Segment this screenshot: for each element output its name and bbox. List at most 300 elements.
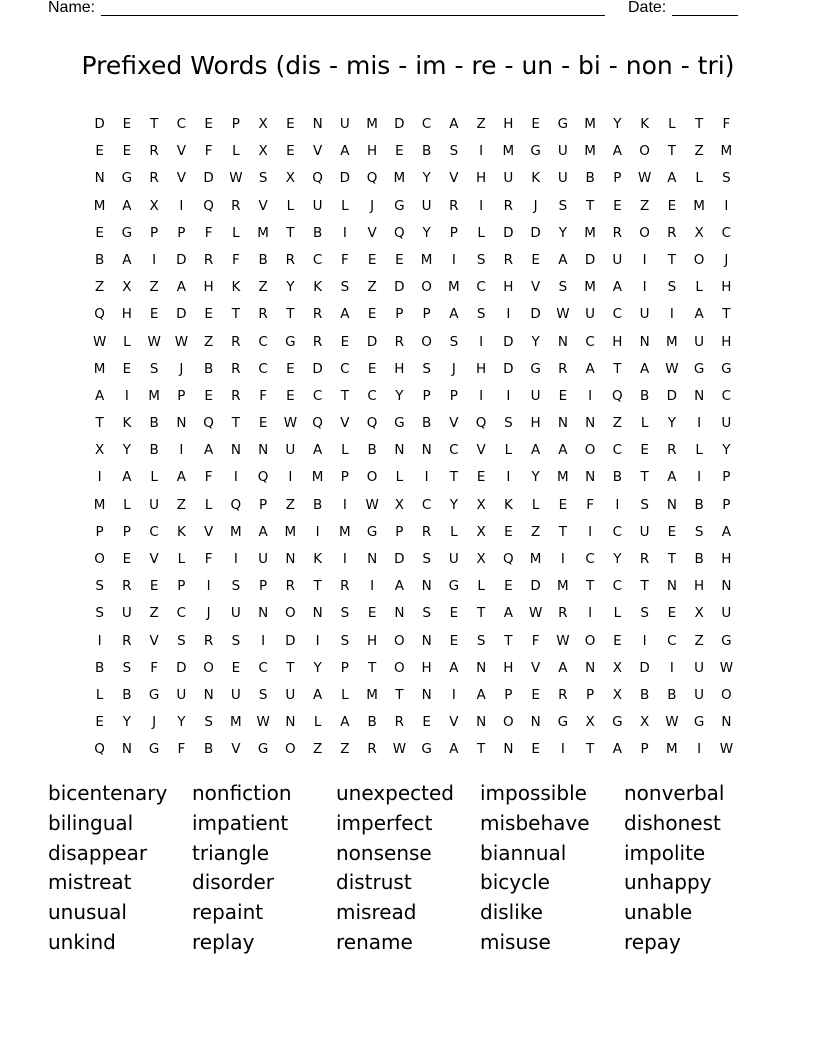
grid-letter[interactable]: H bbox=[721, 333, 732, 350]
grid-letter[interactable]: U bbox=[530, 387, 541, 404]
grid-letter[interactable]: D bbox=[666, 387, 678, 404]
grid-letter[interactable]: L bbox=[531, 496, 540, 513]
grid-letter[interactable]: L bbox=[640, 415, 649, 432]
grid-letter[interactable]: G bbox=[394, 415, 405, 432]
grid-letter[interactable]: Z bbox=[531, 523, 541, 540]
grid-letter[interactable]: A bbox=[558, 659, 568, 676]
grid-letter[interactable]: M bbox=[366, 686, 378, 703]
grid-letter[interactable]: S bbox=[504, 415, 513, 432]
grid-letter[interactable]: U bbox=[149, 496, 160, 513]
grid-letter[interactable]: L bbox=[613, 605, 622, 622]
grid-letter[interactable]: I bbox=[424, 469, 429, 486]
grid-letter[interactable]: S bbox=[204, 714, 213, 731]
grid-letter[interactable]: A bbox=[558, 442, 568, 459]
grid-letter[interactable]: A bbox=[449, 741, 459, 758]
grid-letter[interactable]: N bbox=[312, 116, 323, 132]
grid-letter[interactable]: P bbox=[422, 306, 431, 323]
grid-letter[interactable]: N bbox=[721, 578, 732, 595]
grid-letter[interactable]: Q bbox=[94, 306, 105, 323]
grid-letter[interactable]: O bbox=[285, 741, 296, 758]
grid-letter[interactable]: A bbox=[449, 116, 459, 132]
grid-letter[interactable]: W bbox=[665, 714, 679, 731]
grid-letter[interactable]: R bbox=[639, 551, 650, 567]
grid-letter[interactable]: I bbox=[479, 387, 484, 404]
grid-letter[interactable]: Z bbox=[285, 496, 295, 513]
grid-letter[interactable]: O bbox=[285, 605, 296, 622]
grid-letter[interactable]: R bbox=[394, 333, 405, 350]
grid-letter[interactable]: D bbox=[503, 360, 514, 377]
grid-letter[interactable]: Y bbox=[395, 387, 404, 404]
grid-letter[interactable]: P bbox=[722, 469, 731, 486]
grid-letter[interactable]: T bbox=[477, 741, 486, 758]
grid-letter[interactable]: H bbox=[367, 632, 378, 649]
grid-letter[interactable]: D bbox=[176, 306, 187, 323]
grid-letter[interactable]: C bbox=[176, 605, 187, 622]
grid-letter[interactable]: S bbox=[122, 659, 132, 676]
grid-letter[interactable]: F bbox=[204, 224, 213, 241]
grid-letter[interactable]: W bbox=[637, 170, 652, 187]
grid-letter[interactable]: I bbox=[506, 387, 511, 404]
grid-letter[interactable]: J bbox=[179, 360, 184, 377]
grid-letter[interactable]: X bbox=[258, 143, 268, 160]
grid-letter[interactable]: E bbox=[340, 333, 350, 350]
grid-letter[interactable]: S bbox=[422, 551, 431, 567]
grid-letter[interactable]: R bbox=[503, 197, 514, 214]
grid-letter[interactable]: A bbox=[122, 469, 132, 486]
grid-letter[interactable]: D bbox=[530, 306, 541, 323]
grid-letter[interactable]: G bbox=[557, 116, 569, 132]
grid-letter[interactable]: C bbox=[585, 551, 595, 567]
grid-letter[interactable]: Y bbox=[177, 714, 186, 731]
grid-letter[interactable]: H bbox=[121, 306, 132, 323]
grid-letter[interactable]: E bbox=[286, 360, 295, 377]
grid-letter[interactable]: O bbox=[394, 659, 405, 676]
grid-letter[interactable]: N bbox=[394, 442, 405, 459]
grid-letter[interactable]: O bbox=[94, 551, 105, 567]
grid-letter[interactable]: M bbox=[339, 523, 351, 540]
grid-letter[interactable]: L bbox=[695, 279, 703, 296]
grid-letter[interactable]: U bbox=[639, 523, 650, 540]
grid-letter[interactable]: V bbox=[449, 714, 459, 731]
grid-letter[interactable]: R bbox=[367, 741, 377, 758]
grid-letter[interactable]: S bbox=[722, 170, 731, 187]
grid-letter[interactable]: C bbox=[367, 387, 377, 404]
grid-letter[interactable]: M bbox=[93, 360, 106, 377]
grid-letter[interactable]: H bbox=[694, 578, 705, 595]
grid-letter[interactable]: L bbox=[341, 197, 349, 214]
grid-letter[interactable]: W bbox=[147, 333, 161, 350]
grid-letter[interactable]: Q bbox=[257, 469, 269, 486]
grid-letter[interactable]: A bbox=[667, 170, 677, 187]
grid-letter[interactable]: I bbox=[206, 578, 211, 595]
grid-letter[interactable]: C bbox=[585, 333, 595, 350]
grid-letter[interactable]: C bbox=[721, 387, 732, 404]
grid-letter[interactable]: N bbox=[585, 415, 596, 432]
grid-letter[interactable]: E bbox=[531, 741, 540, 758]
grid-letter[interactable]: I bbox=[506, 469, 511, 486]
grid-letter[interactable]: F bbox=[531, 632, 540, 649]
grid-letter[interactable]: G bbox=[148, 741, 160, 758]
grid-letter[interactable]: E bbox=[95, 714, 104, 731]
grid-letter[interactable]: E bbox=[367, 306, 377, 323]
grid-letter[interactable]: I bbox=[506, 306, 511, 323]
grid-letter[interactable]: L bbox=[695, 170, 703, 187]
grid-letter[interactable]: A bbox=[340, 714, 350, 731]
grid-letter[interactable]: Y bbox=[122, 714, 131, 731]
grid-letter[interactable]: E bbox=[367, 605, 377, 622]
grid-letter[interactable]: S bbox=[640, 605, 649, 622]
grid-letter[interactable]: L bbox=[395, 469, 404, 486]
grid-letter[interactable]: W bbox=[556, 306, 570, 323]
grid-letter[interactable]: R bbox=[558, 686, 568, 703]
grid-letter[interactable]: F bbox=[177, 741, 186, 758]
grid-letter[interactable]: R bbox=[558, 605, 568, 622]
grid-letter[interactable]: I bbox=[451, 251, 456, 268]
grid-letter[interactable]: W bbox=[256, 714, 270, 731]
date-field[interactable] bbox=[628, 0, 738, 16]
grid-letter[interactable]: K bbox=[503, 496, 513, 513]
grid-letter[interactable]: R bbox=[231, 333, 241, 350]
grid-letter[interactable]: B bbox=[421, 415, 432, 432]
grid-letter[interactable]: A bbox=[585, 360, 595, 377]
grid-letter[interactable]: N bbox=[530, 714, 541, 731]
grid-letter[interactable]: Y bbox=[313, 659, 322, 676]
grid-letter[interactable]: H bbox=[476, 360, 487, 377]
grid-letter[interactable]: G bbox=[148, 686, 160, 703]
grid-letter[interactable]: T bbox=[613, 360, 622, 377]
grid-letter[interactable]: X bbox=[95, 442, 105, 459]
grid-letter[interactable]: M bbox=[666, 741, 678, 758]
grid-letter[interactable]: E bbox=[395, 143, 404, 160]
grid-letter[interactable]: F bbox=[204, 551, 213, 567]
grid-letter[interactable]: E bbox=[531, 116, 540, 132]
grid-letter[interactable]: R bbox=[667, 224, 677, 241]
grid-letter[interactable]: G bbox=[530, 360, 541, 377]
grid-letter[interactable]: E bbox=[95, 143, 104, 160]
grid-letter[interactable]: Y bbox=[286, 279, 295, 296]
grid-letter[interactable]: I bbox=[124, 387, 129, 404]
grid-letter[interactable]: N bbox=[557, 415, 568, 432]
grid-letter[interactable]: R bbox=[421, 523, 432, 540]
grid-letter[interactable]: C bbox=[612, 306, 623, 323]
grid-letter[interactable]: K bbox=[231, 279, 241, 296]
grid-letter[interactable]: W bbox=[556, 632, 570, 649]
grid-letter[interactable]: D bbox=[503, 224, 514, 241]
grid-letter[interactable]: S bbox=[231, 632, 241, 649]
grid-letter[interactable]: U bbox=[230, 605, 241, 622]
grid-letter[interactable]: D bbox=[366, 333, 378, 350]
grid-letter[interactable]: U bbox=[121, 605, 132, 622]
grid-letter[interactable]: O bbox=[693, 251, 705, 268]
grid-letter[interactable]: A bbox=[476, 686, 486, 703]
grid-letter[interactable]: G bbox=[421, 741, 432, 758]
grid-letter[interactable]: R bbox=[231, 197, 241, 214]
grid-letter[interactable]: R bbox=[122, 578, 132, 595]
grid-letter[interactable]: T bbox=[477, 605, 486, 622]
grid-letter[interactable]: L bbox=[341, 686, 349, 703]
grid-letter[interactable]: R bbox=[285, 578, 296, 595]
grid-letter[interactable]: P bbox=[95, 523, 104, 540]
grid-letter[interactable]: A bbox=[340, 143, 350, 160]
grid-letter[interactable]: M bbox=[557, 469, 569, 486]
grid-letter[interactable]: I bbox=[588, 387, 593, 404]
grid-letter[interactable]: L bbox=[150, 469, 158, 486]
grid-letter[interactable]: T bbox=[231, 415, 240, 432]
grid-letter[interactable]: D bbox=[503, 333, 514, 350]
grid-letter[interactable]: G bbox=[285, 333, 296, 350]
grid-letter[interactable]: L bbox=[450, 523, 458, 540]
grid-letter[interactable]: P bbox=[449, 224, 458, 241]
grid-letter[interactable]: J bbox=[533, 197, 538, 214]
grid-letter[interactable]: Z bbox=[367, 279, 377, 296]
grid-letter[interactable]: W bbox=[719, 659, 734, 676]
grid-letter[interactable]: T bbox=[640, 469, 649, 486]
grid-letter[interactable]: E bbox=[286, 116, 295, 132]
grid-letter[interactable]: V bbox=[149, 632, 159, 649]
grid-letter[interactable]: O bbox=[394, 632, 405, 649]
grid-letter[interactable]: U bbox=[421, 197, 432, 214]
grid-letter[interactable]: G bbox=[448, 578, 460, 595]
grid-letter[interactable]: U bbox=[721, 415, 732, 432]
grid-letter[interactable]: A bbox=[340, 306, 350, 323]
grid-letter[interactable]: D bbox=[176, 659, 187, 676]
grid-letter[interactable]: S bbox=[476, 632, 486, 649]
grid-letter[interactable]: C bbox=[449, 442, 459, 459]
grid-letter[interactable]: A bbox=[612, 143, 622, 160]
grid-letter[interactable]: S bbox=[558, 197, 568, 214]
grid-letter[interactable]: M bbox=[257, 224, 269, 241]
grid-letter[interactable]: S bbox=[449, 333, 459, 350]
grid-letter[interactable]: Z bbox=[694, 143, 704, 160]
grid-letter[interactable]: Y bbox=[531, 469, 540, 486]
grid-letter[interactable]: E bbox=[667, 197, 677, 214]
grid-letter[interactable]: E bbox=[504, 523, 513, 540]
grid-letter[interactable]: E bbox=[504, 578, 513, 595]
grid-letter[interactable]: V bbox=[449, 415, 459, 432]
grid-letter[interactable]: T bbox=[640, 578, 649, 595]
grid-letter[interactable]: H bbox=[721, 279, 732, 296]
grid-letter[interactable]: D bbox=[530, 224, 541, 241]
grid-letter[interactable]: I bbox=[560, 741, 565, 758]
grid-letter[interactable]: I bbox=[588, 605, 593, 622]
grid-letter[interactable]: X bbox=[612, 686, 622, 703]
grid-letter[interactable]: M bbox=[584, 279, 596, 296]
grid-letter[interactable]: L bbox=[341, 442, 349, 459]
grid-letter[interactable]: G bbox=[693, 360, 705, 377]
grid-letter[interactable]: Z bbox=[313, 741, 323, 758]
grid-letter[interactable]: N bbox=[421, 442, 432, 459]
grid-letter[interactable]: R bbox=[285, 251, 296, 268]
grid-letter[interactable]: Z bbox=[95, 279, 105, 296]
grid-letter[interactable]: V bbox=[531, 659, 541, 676]
grid-letter[interactable]: O bbox=[584, 632, 596, 649]
grid-letter[interactable]: E bbox=[476, 469, 486, 486]
grid-letter[interactable]: T bbox=[722, 306, 731, 323]
grid-letter[interactable]: A bbox=[694, 306, 704, 323]
name-blank-line[interactable] bbox=[101, 1, 605, 16]
grid-letter[interactable]: G bbox=[366, 523, 378, 540]
grid-letter[interactable]: I bbox=[261, 632, 266, 649]
grid-letter[interactable]: T bbox=[286, 659, 295, 676]
grid-letter[interactable]: S bbox=[558, 279, 568, 296]
grid-letter[interactable]: D bbox=[394, 551, 405, 567]
grid-letter[interactable]: E bbox=[122, 143, 132, 160]
grid-letter[interactable]: H bbox=[530, 415, 541, 432]
grid-letter[interactable]: M bbox=[366, 116, 378, 132]
grid-letter[interactable]: C bbox=[258, 360, 268, 377]
grid-letter[interactable]: P bbox=[122, 523, 131, 540]
grid-letter[interactable]: N bbox=[476, 714, 487, 731]
grid-letter[interactable]: U bbox=[694, 686, 705, 703]
grid-letter[interactable]: I bbox=[97, 469, 102, 486]
grid-letter[interactable]: F bbox=[150, 659, 158, 676]
grid-letter[interactable]: B bbox=[203, 741, 214, 758]
grid-letter[interactable]: W bbox=[528, 605, 543, 622]
grid-letter[interactable]: L bbox=[123, 333, 131, 350]
grid-letter[interactable]: N bbox=[639, 333, 650, 350]
grid-letter[interactable]: E bbox=[558, 387, 568, 404]
grid-letter[interactable]: M bbox=[557, 578, 569, 595]
grid-letter[interactable]: T bbox=[558, 523, 567, 540]
grid-letter[interactable]: H bbox=[367, 143, 378, 160]
grid-letter[interactable]: T bbox=[150, 116, 159, 132]
grid-letter[interactable]: M bbox=[720, 143, 733, 160]
grid-letter[interactable]: N bbox=[121, 741, 132, 758]
grid-letter[interactable]: K bbox=[176, 523, 186, 540]
grid-letter[interactable]: E bbox=[667, 523, 677, 540]
grid-letter[interactable]: S bbox=[231, 578, 241, 595]
grid-letter[interactable]: E bbox=[149, 306, 159, 323]
grid-letter[interactable]: T bbox=[286, 224, 295, 241]
grid-letter[interactable]: S bbox=[476, 251, 486, 268]
grid-letter[interactable]: X bbox=[149, 197, 159, 214]
grid-letter[interactable]: I bbox=[233, 551, 238, 567]
grid-letter[interactable]: O bbox=[584, 442, 596, 459]
grid-letter[interactable]: S bbox=[149, 360, 159, 377]
grid-letter[interactable]: U bbox=[557, 143, 568, 160]
grid-letter[interactable]: H bbox=[394, 360, 405, 377]
grid-letter[interactable]: G bbox=[394, 197, 405, 214]
grid-letter[interactable]: S bbox=[340, 605, 350, 622]
grid-letter[interactable]: X bbox=[258, 116, 268, 132]
grid-letter[interactable]: Q bbox=[612, 387, 623, 404]
grid-letter[interactable]: M bbox=[230, 523, 242, 540]
grid-letter[interactable]: D bbox=[203, 170, 214, 187]
grid-letter[interactable]: Q bbox=[203, 415, 214, 432]
grid-letter[interactable]: A bbox=[667, 469, 677, 486]
grid-letter[interactable]: M bbox=[666, 333, 678, 350]
grid-letter[interactable]: E bbox=[258, 415, 268, 432]
grid-letter[interactable]: B bbox=[203, 360, 214, 377]
grid-letter[interactable]: B bbox=[612, 469, 622, 486]
grid-letter[interactable]: I bbox=[697, 415, 702, 432]
grid-letter[interactable]: T bbox=[449, 469, 458, 486]
grid-letter[interactable]: J bbox=[370, 197, 375, 214]
grid-letter[interactable]: S bbox=[95, 578, 104, 595]
grid-letter[interactable]: I bbox=[479, 143, 484, 160]
grid-letter[interactable]: P bbox=[150, 224, 159, 241]
grid-letter[interactable]: Q bbox=[503, 551, 514, 567]
grid-letter[interactable]: I bbox=[342, 496, 347, 513]
grid-letter[interactable]: F bbox=[340, 251, 349, 268]
grid-letter[interactable]: R bbox=[149, 170, 159, 187]
grid-letter[interactable]: A bbox=[721, 523, 731, 540]
grid-letter[interactable]: M bbox=[420, 251, 433, 268]
grid-letter[interactable]: T bbox=[695, 116, 704, 132]
grid-letter[interactable]: V bbox=[176, 170, 186, 187]
grid-letter[interactable]: C bbox=[721, 224, 732, 241]
grid-letter[interactable]: L bbox=[477, 578, 485, 595]
grid-letter[interactable]: R bbox=[667, 442, 677, 459]
grid-letter[interactable]: E bbox=[613, 197, 622, 214]
grid-letter[interactable]: Y bbox=[667, 415, 676, 432]
grid-letter[interactable]: N bbox=[258, 442, 269, 459]
grid-letter[interactable]: I bbox=[642, 251, 647, 268]
grid-letter[interactable]: E bbox=[449, 632, 459, 649]
grid-letter[interactable]: I bbox=[315, 632, 320, 649]
grid-letter[interactable]: T bbox=[586, 197, 595, 214]
grid-letter[interactable]: D bbox=[339, 170, 351, 187]
grid-letter[interactable]: I bbox=[152, 251, 157, 268]
grid-letter[interactable]: U bbox=[258, 551, 269, 567]
grid-letter[interactable]: U bbox=[312, 197, 323, 214]
grid-letter[interactable]: L bbox=[177, 551, 186, 567]
grid-letter[interactable]: X bbox=[476, 523, 486, 540]
grid-letter[interactable]: N bbox=[476, 659, 487, 676]
grid-letter[interactable]: S bbox=[422, 360, 431, 377]
grid-letter[interactable]: B bbox=[94, 251, 105, 268]
grid-letter[interactable]: L bbox=[232, 143, 240, 160]
grid-letter[interactable]: E bbox=[122, 551, 132, 567]
grid-letter[interactable]: C bbox=[312, 251, 323, 268]
grid-letter[interactable]: O bbox=[421, 279, 432, 296]
grid-letter[interactable]: R bbox=[122, 632, 132, 649]
grid-letter[interactable]: E bbox=[558, 496, 568, 513]
grid-letter[interactable]: O bbox=[721, 686, 732, 703]
grid-letter[interactable]: J bbox=[724, 251, 729, 268]
grid-letter[interactable]: W bbox=[174, 333, 189, 350]
grid-letter[interactable]: E bbox=[286, 143, 295, 160]
grid-letter[interactable]: N bbox=[585, 659, 596, 676]
grid-letter[interactable]: E bbox=[122, 116, 132, 132]
grid-letter[interactable]: I bbox=[288, 469, 293, 486]
grid-letter[interactable]: D bbox=[312, 360, 323, 377]
grid-letter[interactable]: L bbox=[286, 197, 295, 214]
grid-letter[interactable]: Q bbox=[94, 741, 105, 758]
grid-letter[interactable]: C bbox=[612, 523, 623, 540]
grid-letter[interactable]: U bbox=[639, 306, 650, 323]
grid-letter[interactable]: N bbox=[694, 387, 705, 404]
grid-letter[interactable]: R bbox=[558, 360, 568, 377]
grid-letter[interactable]: A bbox=[122, 197, 132, 214]
grid-letter[interactable]: A bbox=[503, 605, 513, 622]
grid-letter[interactable]: T bbox=[667, 143, 676, 160]
grid-letter[interactable]: S bbox=[449, 143, 459, 160]
grid-letter[interactable]: L bbox=[695, 442, 703, 459]
grid-letter[interactable]: B bbox=[667, 686, 677, 703]
grid-letter[interactable]: D bbox=[394, 279, 405, 296]
grid-letter[interactable]: N bbox=[585, 469, 596, 486]
date-blank-line[interactable] bbox=[672, 1, 738, 16]
grid-letter[interactable]: S bbox=[422, 605, 431, 622]
grid-letter[interactable]: R bbox=[231, 387, 241, 404]
grid-letter[interactable]: Y bbox=[422, 224, 431, 241]
grid-letter[interactable]: Y bbox=[558, 224, 567, 241]
grid-letter[interactable]: P bbox=[231, 116, 240, 132]
grid-letter[interactable]: M bbox=[502, 143, 515, 160]
grid-letter[interactable]: M bbox=[529, 551, 542, 567]
grid-letter[interactable]: V bbox=[340, 415, 350, 432]
